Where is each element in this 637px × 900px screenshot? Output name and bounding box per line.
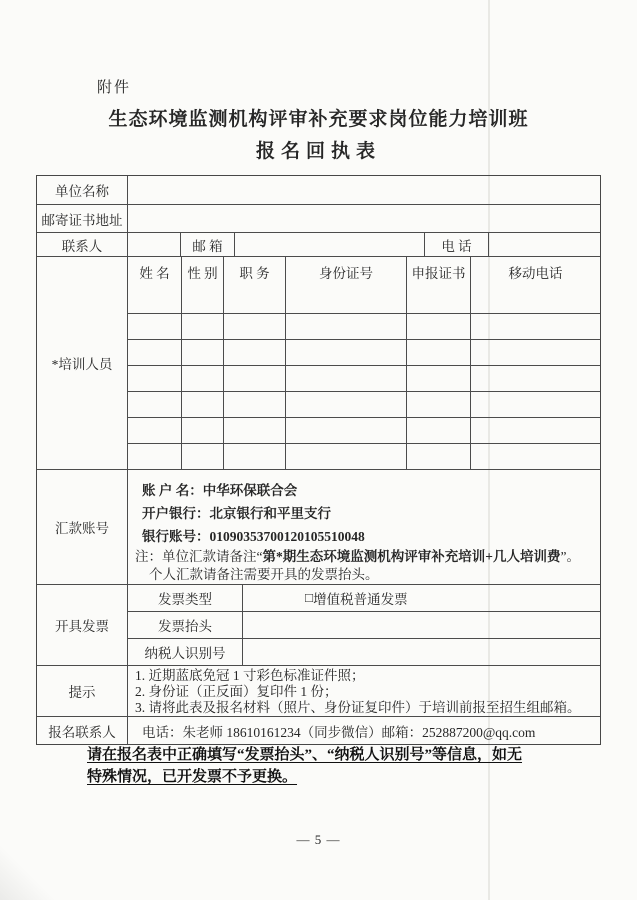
trainee-cell <box>285 366 406 391</box>
trainee-row <box>128 287 600 313</box>
invoice-grid <box>127 585 600 665</box>
col-header-certificate: 申报证书 <box>406 257 470 287</box>
trainee-cell <box>181 418 223 443</box>
remittance-note-prefix: 注：单位汇款请备注“ <box>135 549 263 564</box>
registration-contact-label: 报名联系人 <box>48 724 116 740</box>
trainee-cell <box>406 314 470 339</box>
remittance-note-bold: 第*期生态环境监测机构评审补充培训+几人培训费 <box>262 549 561 564</box>
trainee-cell <box>285 287 406 313</box>
account-name: 账 户 名：中华环保联合会 <box>142 483 298 498</box>
col-header-name: 姓 名 <box>139 266 170 281</box>
invoice-title-value-cell <box>242 612 600 638</box>
trainee-cell <box>470 340 600 365</box>
trainee-cell <box>285 392 406 417</box>
remittance-note-suffix: ”。 <box>560 549 580 564</box>
trainee-cell <box>406 340 470 365</box>
taxpayer-id-row <box>128 638 600 665</box>
remittance-label: 汇款账号 <box>55 521 109 536</box>
invoice-type-option: 增值税普通发票 <box>313 592 408 607</box>
trainee-cell <box>223 314 285 339</box>
remittance-section <box>37 469 600 584</box>
trainee-cell <box>181 392 223 417</box>
mailing-address-row <box>37 204 600 232</box>
trainee-cell <box>470 418 600 443</box>
trainee-cell <box>128 287 181 313</box>
trainee-row <box>128 443 600 469</box>
trainee-cell <box>128 314 181 339</box>
registration-contact-row <box>37 716 600 744</box>
trainee-cell <box>285 444 406 469</box>
mailing-address-value-cell <box>127 205 600 232</box>
taxpayer-id-label: 纳税人识别号 <box>144 646 226 661</box>
phone-label: 电 话 <box>424 233 488 256</box>
invoice-label: 开具发票 <box>55 619 109 634</box>
invoice-type-value-cell <box>242 585 600 611</box>
trainee-cell <box>470 287 600 313</box>
checkbox-icon: □ <box>305 590 314 605</box>
tip-item-1: 1. 近期蓝底免冠 1 寸彩色标准证件照； <box>135 668 365 683</box>
bank-name: 开户银行：北京银行和平里支行 <box>142 506 331 521</box>
tips-content <box>127 666 600 716</box>
trainee-cell <box>470 366 600 391</box>
registration-form-table <box>36 175 601 745</box>
trainee-cell <box>128 444 181 469</box>
tips-label: 提示 <box>68 685 96 700</box>
footer-note-line2: 特殊情况，已开发票不予更换。 <box>87 768 298 785</box>
invoice-type-row <box>128 585 600 611</box>
trainee-cell <box>223 366 285 391</box>
trainee-cell <box>470 444 600 469</box>
remittance-note-line2: 个人汇款请备注需要开具的发票抬头。 <box>149 567 379 582</box>
remittance-content <box>127 470 600 584</box>
invoice-title-row <box>128 611 600 638</box>
phone-value-cell <box>488 233 600 256</box>
trainee-cell <box>223 340 285 365</box>
scan-corner-shadow <box>0 846 70 900</box>
unit-name-row <box>37 176 600 204</box>
trainee-cell <box>181 314 223 339</box>
mailing-address-label: 邮寄证书地址 <box>41 212 123 228</box>
tip-item-2: 2. 身份证（正反面）复印件 1 份； <box>135 684 338 700</box>
trainee-cell <box>406 444 470 469</box>
trainee-cell <box>470 392 600 417</box>
tips-section <box>37 665 600 716</box>
trainee-row <box>128 313 600 339</box>
contact-value-cell <box>127 233 180 256</box>
email-label: 邮 箱 <box>180 233 234 256</box>
trainee-cell <box>285 418 406 443</box>
trainee-cell <box>181 287 223 313</box>
trainees-section <box>37 256 600 469</box>
trainee-row <box>128 391 600 417</box>
trainee-cell <box>128 366 181 391</box>
invoice-type-label: 发票类型 <box>158 592 212 607</box>
trainee-cell <box>285 314 406 339</box>
trainee-cell <box>406 392 470 417</box>
attachment-label: 附件 <box>97 80 132 96</box>
taxpayer-id-value-cell <box>242 639 600 665</box>
col-header-gender: 性 别 <box>181 257 223 287</box>
trainee-cell <box>181 366 223 391</box>
trainee-cell <box>128 340 181 365</box>
trainee-cell <box>285 340 406 365</box>
contact-label: 联系人 <box>61 238 103 254</box>
trainee-row <box>128 417 600 443</box>
footer-note <box>87 745 557 788</box>
trainee-cell <box>406 366 470 391</box>
trainee-cell <box>181 444 223 469</box>
document-title-line1: 生态环境监测机构评审补充要求岗位能力培训班 <box>108 109 529 130</box>
trainee-cell <box>406 418 470 443</box>
col-header-position: 职 务 <box>223 257 285 287</box>
registration-contact-value: 电话：朱老师 18610161234（同步微信）邮箱：252887200@qq.com <box>127 717 600 744</box>
invoice-title-label: 发票抬头 <box>158 619 212 634</box>
unit-name-label: 单位名称 <box>55 184 109 199</box>
trainee-cell <box>223 418 285 443</box>
trainee-cell <box>181 340 223 365</box>
trainees-label: *培训人员 <box>51 357 113 372</box>
trainee-cell <box>223 444 285 469</box>
email-value-cell <box>234 233 424 256</box>
trainees-grid <box>127 257 600 469</box>
trainee-cell <box>128 418 181 443</box>
trainee-row <box>128 365 600 391</box>
invoice-section <box>37 584 600 665</box>
contact-row <box>37 232 600 256</box>
trainees-header-row <box>128 257 600 287</box>
remittance-note <box>135 548 596 566</box>
trainee-cell <box>406 287 470 313</box>
trainee-cell <box>470 314 600 339</box>
bank-account-number: 银行账号：01090353700120105510048 <box>142 529 365 544</box>
trainee-cell <box>128 392 181 417</box>
col-header-mobile: 移动电话 <box>470 257 600 287</box>
trainee-row <box>128 339 600 365</box>
document-title-line2: 报名回执表 <box>255 141 381 162</box>
trainee-cell <box>223 287 285 313</box>
trainee-cell <box>223 392 285 417</box>
tip-item-3: 3. 请将此表及报名材料（照片、身份证复印件）于培训前报至招生组邮箱。 <box>135 700 581 716</box>
page-number: — 5 — <box>296 832 341 847</box>
col-header-id-number: 身份证号 <box>285 257 406 287</box>
footer-note-line1: 请在报名表中正确填写“发票抬头”、“纳税人识别号”等信息，如无 <box>87 747 523 763</box>
unit-name-value-cell <box>127 176 600 204</box>
